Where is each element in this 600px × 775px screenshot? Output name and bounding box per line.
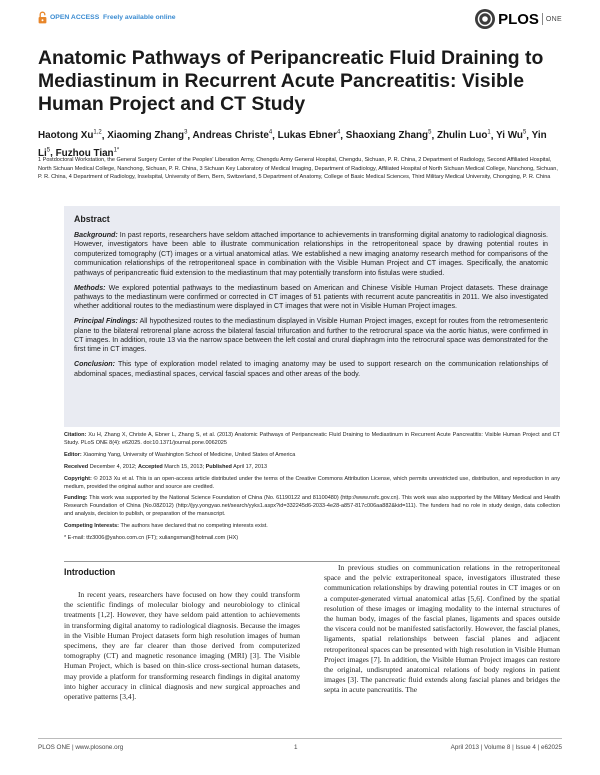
footer-issue: April 2013 | Volume 8 | Issue 4 | e62025 bbox=[450, 744, 562, 751]
author-list: Haotong Xu$^{1,2}$, Xiaoming Zhang$^3$, Andreas Christe$^4$, Lukas Ebner$^4$, Shaoxiang Zhang$^5$, Zhulin Luo$^1$, Yi Wu$^5$, Yin Li$^5$, Fuzhou Tian$^{1*}$ bbox=[38, 130, 547, 159]
citation: Citation: Xu H, Zhang X, Christe A, Ebner L, Zhang S, et al. (2013) Anatomic Pathways of Peripancreatic Fluid Draining to Mediastinum in Recurrent Acute Pancreatitis: Visible Human Project and CT Study. PLoS ONE 8(4): e62025. doi:10.1371/journal.pone.0062025 bbox=[64, 432, 561, 446]
footer-journal: PLOS ONE | www.plosone.org bbox=[38, 744, 124, 751]
intro-column-left bbox=[64, 590, 300, 702]
intro-paragraph: In recent years, researchers have focused on how they could transform the scientific findings of molecular biology and neurobiology to clinical treatments [1,2]. However, they have seldom paid attention to achievements in transforming digital anatomy to radiological diagnosis. Because the images in the Visible Human Project datasets form high resolution images of human specimens, they are far clearer than those derived from computerized tomography (CT) and magnetic resonance imaging (MRI) [3]. The Visible Human Project, which is based on thin-slice cross-sectional human datasets, may provide a platform for transforming research findings in digital anatomy into higher accuracy in clinical diagnosis and new surgical approaches and operative patterns [3,4]. bbox=[64, 590, 300, 702]
author: Shaoxiang Zhang$^5$ bbox=[345, 130, 432, 142]
introduction-heading: Introduction bbox=[64, 567, 116, 577]
author: Haotong Xu$^{1,2}$ bbox=[38, 130, 102, 142]
free-online-label: Freely available online bbox=[103, 14, 176, 21]
corresponding-email: * E-mail: tfz3006@yahoo.com.cn (FT); xuliangxman@hotmail.com (HX) bbox=[64, 535, 239, 542]
open-access-badge bbox=[38, 11, 176, 24]
abstract-conclusion: Conclusion: This type of exploration model related to imaging anatomy may be used to support research on the communication relationships of abdominal spaces, mediastinal spaces, cervical fascial spaces and other areas of the body. bbox=[74, 360, 549, 378]
intro-paragraph: In previous studies on communication relations in the retroperitoneal space and the pelvic extraperitoneal space, investigators illustrated these communication relationships by drawing potential routes in CT images or on a computer-generated virtual anatomical atlas [5,6]. Confined by the spatial resolution of these images or imaging modality to the internal structures of the human body, images of the fascial planes, ligaments and spaces outside the viscera could not be manifested satisfactorily. However, the fascial planes, ligaments, spatial relationships between fascial planes and adjacent retroperitoneal spaces can be presented with high resolution in Visible Human Project images [7]. In addition, the Visible Human Project images can restore the original, undisrupted anatomical relations of body regions in patient images [3]. The pancreatic fluid extends along fascial planes and bridges the septa in acute pancreatitis. The bbox=[324, 563, 560, 695]
abstract-methods: Methods: We explored potential pathways to the mediastinum based on American and Chinese Visible Human Project datasets. These drainage pathways to the mediastinum were confirmed or corrected in CT images of 51 patients with recurrent acute pancreatitis in 2011. We also investigated whether additional routes to the mediastinum were displayed in CT images that were not in Visible Human Project images. bbox=[74, 283, 548, 311]
plos-one-logo bbox=[474, 8, 562, 30]
dates: Received December 4, 2012; Accepted March 15, 2013; Published April 17, 2013 bbox=[64, 463, 268, 470]
article-metadata bbox=[64, 432, 560, 543]
author: Andreas Christe$^4$ bbox=[192, 130, 273, 142]
affiliations: 1 Postdoctoral Workstation, the General Surgery Center of the Peoples' Liberation Army, Chengdu Army General Hospital, Chengdu, Sichuan, P. R. China, 2 Department of Radiology, Second Affiliated Hospital, North Sichuan Medical College, Nanchong, Sichuan, P. R. China, 3 Sichuan Key Laboratory of Medical Imaging, Department of Radiology, Affiliated Hospital of North Sichuan Medical College, Nanchong, Sichuan, P. R. China, 4 Department of Radiology, Inselspital, University of Bern, Bern, Switzerland, 5 Department of Anatomy, College of Basic Medical Sciences, Third Military Medical University, Chongqing, P. R. China bbox=[38, 157, 558, 181]
editor: Editor: Xiaoming Yang, University of Washington School of Medicine, United States of America bbox=[64, 451, 296, 458]
author: Fuzhou Tian$^{1*}$ bbox=[55, 147, 120, 159]
article-title: Anatomic Pathways of Peripancreatic Fluid Draining to Mediastinum in Recurrent Acute Pancreatitis: Visible Human Project and CT Study bbox=[38, 47, 544, 115]
author: Zhulin Luo$^1$ bbox=[436, 130, 491, 142]
section-divider bbox=[64, 561, 560, 562]
abstract-box bbox=[64, 206, 560, 427]
brand-divider bbox=[542, 13, 543, 25]
abstract-background: Background: In past reports, researchers have seldom attached importance to achievements in transforming digital anatomy to radiological diagnosis. However, investigators have been able to illustrate communication relationships in the retroperitoneal space by drawing potential routes in computerized tomography (CT) images or a virtual anatomical atlas. We established a new imaging anatomy research method for comparisons of the communication relationships of the retroperitoneal space in combination with the Visible Human Project and CT images. Specifically, the anatomic pathways of peripancreatic fluid extension to the mediastinum that may potentially transform into fistulas were studied. bbox=[74, 231, 548, 277]
abstract-findings: Principal Findings: All hypothesized routes to the mediastinum displayed in Visible Human Project images, except for routes from the retromesenteric plane to the bilateral retrorenal plane across the bilateral fascial trifurcation and further to the retrocrural space via the aortic hiatus, were confirmed in CT images. In addition, route 13 via the narrow space between the left costal and crural diaphragm into the retrocrural space was demonstrated for the first time in CT images. bbox=[74, 317, 548, 354]
author: Yi Wu$^5$ bbox=[496, 130, 527, 142]
journal-header bbox=[38, 8, 562, 32]
open-lock-icon bbox=[38, 11, 47, 24]
footer-divider bbox=[38, 738, 562, 739]
author: Lukas Ebner$^4$ bbox=[277, 130, 341, 142]
page-number: 1 bbox=[294, 744, 298, 751]
author: Xiaoming Zhang$^3$ bbox=[107, 130, 188, 142]
intro-column-right bbox=[324, 563, 560, 696]
copyright: Copyright: © 2013 Xu et al. This is an open-access article distributed under the terms of the Creative Commons Attribution License, which permits unrestricted use, distribution, and reproduction in any medium, provided the original author and source are credited. bbox=[64, 475, 560, 490]
author: Yin Li$^5$ bbox=[38, 130, 547, 159]
abstract-heading: Abstract bbox=[74, 214, 110, 224]
funding: Funding: This work was supported by the National Science Foundation of China (No. 61190122 and 81100480) (http://www.nsfc.gov.cn). This work was also supported by the Military Medical and Health Research Foundation of China (No.08Z012) (http://jyy.yongyao.net/search/yyks1.aspx?id=332245d6-2033-4e28-a857-817c006aa882&kid=111). The funders had no role in study design, data collection and analysis, decision to publish, or preparation of the manuscript. bbox=[64, 495, 560, 518]
brand-subtitle: ONE bbox=[545, 15, 562, 23]
competing-interests: Competing Interests: The authors have declared that no competing interests exist. bbox=[64, 523, 268, 530]
brand-name: PLOS bbox=[498, 10, 539, 28]
open-access-label: OPEN ACCESS Freely available online bbox=[50, 14, 176, 21]
plos-logo-icon bbox=[474, 8, 496, 30]
